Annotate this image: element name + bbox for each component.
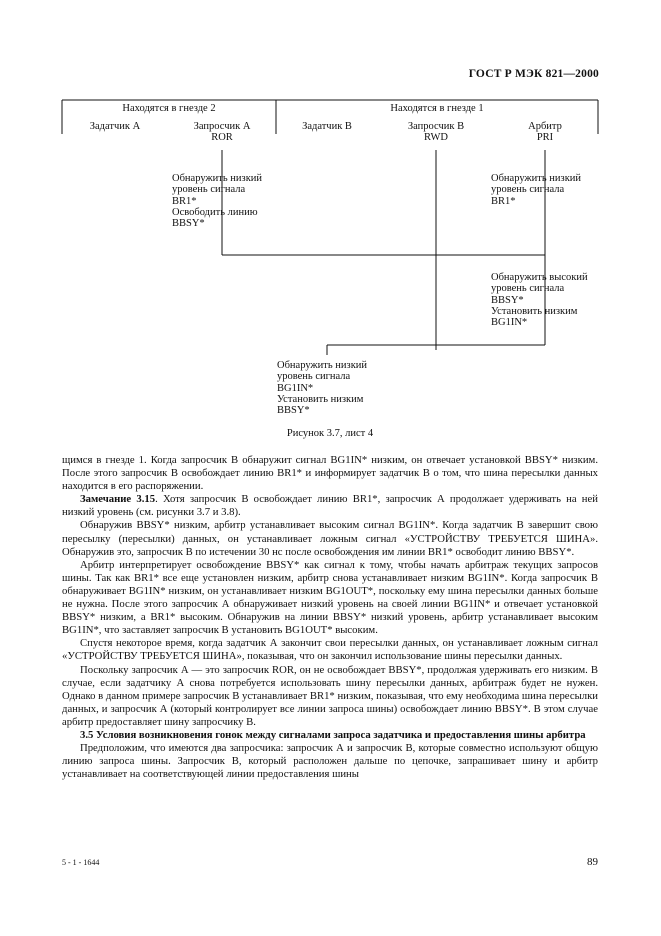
- paragraph: Спустя некоторое время, когда задатчик А закончит свои пересылки данных, он устанавливает ложным сигнал «УСТРОЙСТВУ ТРЕБУЕТСЯ ШИНА», показывая, что он закончил использование шины пересылки данных.: [62, 637, 598, 663]
- page-header-title: ГОСТ Р МЭК 821—2000: [468, 68, 599, 80]
- column-requester-b: Запросчик В RWD: [407, 121, 465, 143]
- group-left-heading: Находятся в гнезде 2: [122, 103, 216, 114]
- column-master-b: Задатчик В: [302, 121, 352, 132]
- column-requester-a: Запросчик А ROR: [193, 121, 251, 143]
- paragraph-note: [62, 493, 598, 519]
- note-text: . Хотя запросчик В освобождает линию BR1*, запросчик А продолжает удерживать на ней низкий уровень (см. рисунки 3.7 и 3.8).: [62, 493, 598, 519]
- action-box-arbiter-2: Обнаружить высокий уровень сигнала BBSY* Установить низким BG1IN*: [491, 272, 588, 329]
- note-label: Замечание 3.15: [80, 493, 156, 506]
- paragraph: щимся в гнезде 1. Когда запросчик В обнаружит сигнал BG1IN* низким, он отвечает установкой BBSY* низким. После этого запросчик В освобождает линию BR1* и информирует задатчик В о том, что шина пересылки данных находится в его распоряжении.: [62, 454, 598, 493]
- group-right-heading: Находятся в гнезде 1: [390, 103, 484, 114]
- paragraph: Предположим, что имеются два запросчика: запросчик А и запросчик В, которые совместно используют общую линию запроса шины. Запросчик В, который расположен дальше по цепочке, запрашивает шину и арбитр устанавливает на соответствующей линии предоставления шины: [62, 742, 598, 781]
- action-box-requester-b: Обнаружить низкий уровень сигнала BG1IN* Установить низким BBSY*: [277, 360, 368, 417]
- body-text: [62, 454, 598, 781]
- figure-caption: Рисунок 3.7, лист 4: [286, 428, 374, 439]
- column-arbiter: Арбитр PRI: [528, 121, 562, 143]
- paragraph: Поскольку запросчик А — это запросчик ROR, он не освобождает BBSY*, продолжая удерживать его низким. В случае, если задатчику А снова потребуется использовать шину пересылки данных, арбитраж будет не нужен. Однако в данном примере запросчик В устанавливает BR1* низким, показывая, что ему необходима шина пересылки данных, и запросчик А (который контролирует все линии запроса шины) освобождает линию BBSY*. В этом случае арбитр предоставляет шину запросчику В.: [62, 663, 598, 728]
- action-box-requester-a: Обнаружить низкий уровень сигнала BR1* Освободить линию BBSY*: [172, 173, 263, 230]
- column-master-a: Задатчик А: [89, 121, 141, 132]
- section-heading: 3.5 Условия возникновения гонок между сигналами запроса задатчика и предоставления шины арбитра: [80, 728, 586, 741]
- paragraph: Обнаружив BBSY* низким, арбитр устанавливает высоким сигнал BG1IN*. Когда задатчик В завершит свою пересылку (пересылки) данных, он устанавливает ложным сигнал «УСТРОЙСТВУ ТРЕБУЕТСЯ ШИНА». Обнаружив это, запросчик В по истечении 30 нс после освобождения им линии BR1* освободит линию BBSY*.: [62, 519, 598, 558]
- page-number: 89: [587, 856, 598, 868]
- footer-print-code: 5 - 1 - 1644: [62, 858, 100, 867]
- action-box-arbiter-1: Обнаружить низкий уровень сигнала BR1*: [491, 173, 582, 207]
- paragraph: Арбитр интерпретирует освобождение BBSY* как сигнал к тому, чтобы начать арбитраж текущих запросов шины. Так как BR1* все еще установлен низким, арбитр снова устанавливает низким BG1IN*. Когда запросчик В обнаруживает BG1IN* низким, он устанавливает низким BG1OUT*, поскольку ему шина пересылки данных больше не нужна. После этого запросчик А обнаруживает низкий уровень на своей линии BG1IN* и отвечает установкой BBSY* низким, а BR1* высоким. Обнаружив на линии BBSY* низкий уровень, арбитр устанавливает высоким BG1IN*, что заставляет запросчик В установить BG1OUT* высоким.: [62, 558, 598, 637]
